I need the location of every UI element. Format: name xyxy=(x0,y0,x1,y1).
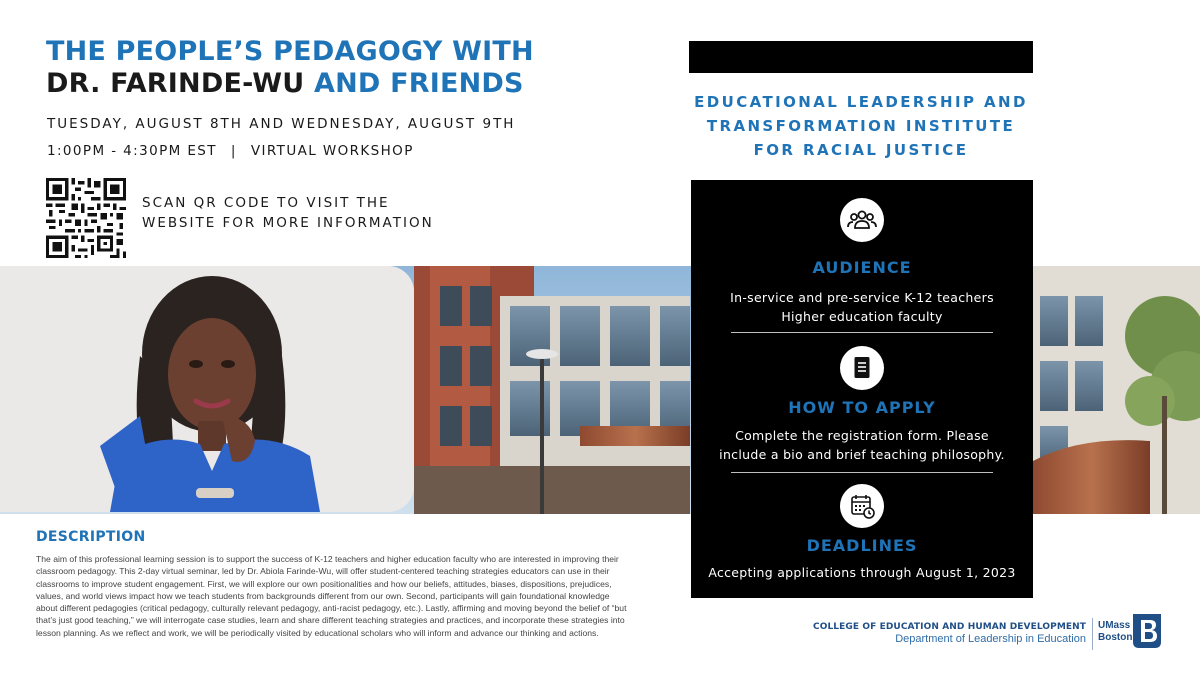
event-title xyxy=(46,36,534,100)
description-text: The aim of this professional learning session is to support the success of K-12 teachers and higher education faculty who are interested in improving their classroom pedagogy. This 2-day virtual seminar, led by Dr. Abiola Farinde-Wu, will offer student-centered teaching strategies educators can use in their classrooms to improve student engagement. First, we will explore our own positionalities and how our beliefs, attitudes, biases, dispositions, prejudices, values, and world views impact how we teach students from backgrounds different from our own. Second, participants will gain foundational knowledge about different pedagogies (critical pedagogy, culturally relevant pedagogy, anti-racist pedagogy, etc.). Lastly, affirming and moving beyond the belief of “but that’s just good teaching,” we will interrogate case studies, learn and share different teaching strategies and practices, and incorporate these strategies into lesson planning. As we reflect and work, we will be periodically visited by educational scholars who will inform and advance our thinking and actions. xyxy=(36,554,627,638)
divider xyxy=(731,472,993,473)
footer-divider xyxy=(1092,618,1093,650)
umass-line-1: UMass xyxy=(1098,620,1131,631)
title-presenter: DR. FARINDE-WU xyxy=(46,68,305,99)
umass-logo-icon xyxy=(1129,612,1165,650)
institute-line-2: TRANSFORMATION INSTITUTE xyxy=(706,117,1016,135)
apply-line-1: Complete the registration form. Please xyxy=(735,428,989,443)
deadlines-line-1: Accepting applications through August 1, 2023 xyxy=(708,565,1016,580)
separator: | xyxy=(230,143,237,159)
description-title: DESCRIPTION xyxy=(36,529,146,545)
info-panel xyxy=(691,180,1033,598)
institute-name xyxy=(689,90,1033,162)
college-name: COLLEGE OF EDUCATION AND HUMAN DEVELOPMENT xyxy=(813,622,1086,632)
scan-line-1: SCAN QR CODE TO VISIT THE xyxy=(142,195,390,211)
title-line-1: THE PEOPLE’S PEDAGOGY WITH xyxy=(46,36,534,67)
umass-line-2: Boston xyxy=(1098,632,1133,643)
department-name: Department of Leadership in Education xyxy=(895,633,1086,645)
presenter-portrait xyxy=(0,266,414,512)
institute-line-3: FOR RACIAL JUSTICE xyxy=(753,141,969,159)
scan-line-2: WEBSITE FOR MORE INFORMATION xyxy=(142,215,434,231)
qr-code[interactable] xyxy=(46,178,126,258)
event-dates: TUESDAY, AUGUST 8TH AND WEDNESDAY, AUGUST 9TH xyxy=(47,116,516,132)
how-to-apply-title: HOW TO APPLY xyxy=(788,398,936,417)
audience-line-1: In-service and pre-service K-12 teachers xyxy=(730,290,994,305)
umass-wordmark xyxy=(1098,620,1132,644)
calendar-icon xyxy=(840,484,884,528)
top-black-bar xyxy=(689,41,1033,73)
title-and-friends: AND FRIENDS xyxy=(314,68,524,99)
scan-instructions xyxy=(142,193,434,233)
audience-line-2: Higher education faculty xyxy=(781,309,943,324)
event-format: VIRTUAL WORKSHOP xyxy=(250,143,414,159)
event-time: 1:00PM - 4:30PM EST xyxy=(47,143,217,159)
institute-line-1: EDUCATIONAL LEADERSHIP AND xyxy=(694,93,1028,111)
group-icon xyxy=(840,198,884,242)
divider xyxy=(731,332,993,333)
apply-line-2: include a bio and brief teaching philosophy. xyxy=(719,447,1005,462)
audience-title: AUDIENCE xyxy=(812,258,912,277)
document-icon xyxy=(840,346,884,390)
deadlines-title: DEADLINES xyxy=(806,536,918,555)
event-time-format xyxy=(47,143,414,159)
